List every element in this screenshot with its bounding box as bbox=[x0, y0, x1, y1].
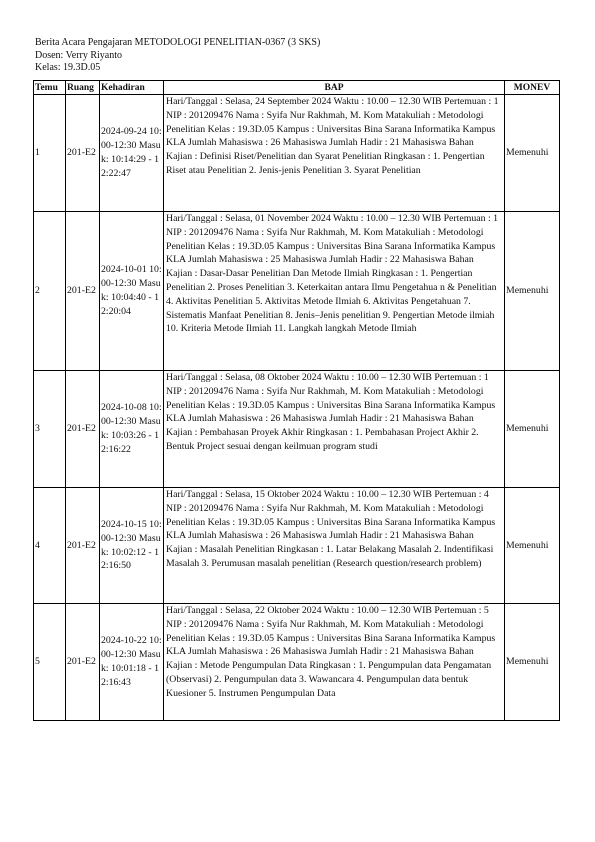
cell-bap: Hari/Tanggal : Selasa, 01 November 2024 Waktu : 10.00 – 12.30 WIB Pertemuan : 1 NIP : 201209476 Nama : Syifa Nur Rakhmah, M. Kom Matakuliah : Metodologi Penelitian Kelas : 19.3D.05 Kampus : Universitas Bina Sarana Informatika Kampus KLA Jumlah Mahasiswa : 25 Mahasiswa Jumlah Hadir : 22 Mahasiswa Bahan Kajian : Dasar-Dasar Penelitian Dan Metode Ilmiah Ringkasan : 1. Pengertian Penelitian 2. Proses Penelitian 3. Keterkaitan antara Ilmu Pengetahua n & Penelitian 4. Aktivitas Penelitian 5. Aktivitas Metode Ilmiah 6. Aktivitas Pengetahuan 7. Sistematis Manfaat Penelitian 8. Jenis–Jenis penelitian 9. Pengertian Metode ilmiah 10. Kriteria Metode Ilmiah 11. Langkah langkah Metode Ilmiah bbox=[164, 212, 505, 371]
cell-ruang: 201-E2 bbox=[66, 371, 100, 488]
table-row bbox=[34, 604, 560, 721]
teaching-report-table bbox=[33, 80, 560, 721]
column-header-kehadiran: Kehadiran bbox=[100, 81, 164, 95]
cell-ruang: 201-E2 bbox=[66, 95, 100, 212]
cell-temu: 4 bbox=[34, 488, 66, 604]
cell-bap: Hari/Tanggal : Selasa, 24 September 2024 Waktu : 10.00 – 12.30 WIB Pertemuan : 1 NIP : 201209476 Nama : Syifa Nur Rakhmah, M. Kom Matakuliah : Metodologi Penelitian Kelas : 19.3D.05 Kampus : Universitas Bina Sarana Informatika Kampus KLA Jumlah Mahasiswa : 26 Mahasiswa Jumlah Hadir : 21 Mahasiswa Bahan Kajian : Definisi Riset/Penelitian dan Syarat Penelitian Ringkasan : 1. Pengertian Riset atau Penelitian 2. Jenis-jenis Penelitian 3. Syarat Penelitian bbox=[164, 95, 505, 212]
table-row bbox=[34, 488, 560, 604]
cell-temu: 5 bbox=[34, 604, 66, 721]
cell-monev: Memenuhi bbox=[505, 604, 560, 721]
lecturer-line: Dosen: Verry Riyanto bbox=[35, 49, 123, 61]
cell-ruang: 201-E2 bbox=[66, 212, 100, 371]
cell-temu: 3 bbox=[34, 371, 66, 488]
cell-kehadiran: 2024-09-24 10:00-12:30 Masuk: 10:14:29 - 12:22:47 bbox=[100, 95, 164, 212]
class-line: Kelas: 19.3D.05 bbox=[35, 62, 101, 73]
document-header bbox=[35, 37, 320, 75]
cell-temu: 2 bbox=[34, 212, 66, 371]
cell-monev: Memenuhi bbox=[505, 212, 560, 371]
cell-kehadiran: 2024-10-08 10:00-12:30 Masuk: 10:03:26 - 12:16:22 bbox=[100, 371, 164, 488]
cell-temu: 1 bbox=[34, 95, 66, 212]
column-header-ruang: Ruang bbox=[66, 81, 100, 95]
column-header-temu: Temu bbox=[34, 81, 66, 95]
cell-monev: Memenuhi bbox=[505, 488, 560, 604]
cell-bap: Hari/Tanggal : Selasa, 08 Oktober 2024 Waktu : 10.00 – 12.30 WIB Pertemuan : 1 NIP : 201209476 Nama : Syifa Nur Rakhmah, M. Kom Matakuliah : Metodologi Penelitian Kelas : 19.3D.05 Kampus : Universitas Bina Sarana Informatika Kampus KLA Jumlah Mahasiswa : 26 Mahasiswa Jumlah Hadir : 21 Mahasiswa Bahan Kajian : Pembahasan Proyek Akhir Ringkasan : 1. Pembahasan Project Akhir 2. Bentuk Project sesuai dengan keilmuan program studi bbox=[164, 371, 505, 488]
cell-kehadiran: 2024-10-15 10:00-12:30 Masuk: 10:02:12 - 12:16:50 bbox=[100, 488, 164, 604]
cell-monev: Memenuhi bbox=[505, 371, 560, 488]
cell-kehadiran: 2024-10-22 10:00-12:30 Masuk: 10:01:18 - 12:16:43 bbox=[100, 604, 164, 721]
table-row bbox=[34, 371, 560, 488]
document-title: Berita Acara Pengajaran METODOLOGI PENELITIAN-0367 (3 SKS) bbox=[35, 37, 321, 48]
cell-ruang: 201-E2 bbox=[66, 604, 100, 721]
column-header-monev: MONEV bbox=[505, 81, 560, 95]
table-header-row bbox=[34, 81, 560, 95]
table-row bbox=[34, 212, 560, 371]
cell-ruang: 201-E2 bbox=[66, 488, 100, 604]
cell-monev: Memenuhi bbox=[505, 95, 560, 212]
cell-bap: Hari/Tanggal : Selasa, 22 Oktober 2024 Waktu : 10.00 – 12.30 WIB Pertemuan : 5 NIP : 201209476 Nama : Syifa Nur Rakhmah, M. Kom Matakuliah : Metodologi Penelitian Kelas : 19.3D.05 Kampus : Universitas Bina Sarana Informatika Kampus KLA Jumlah Mahasiswa : 26 Mahasiswa Jumlah Hadir : 21 Mahasiswa Bahan Kajian : Metode Pengumpulan Data Ringkasan : 1. Pengumpulan data Pengamatan (Observasi) 2. Pengumpulan data 3. Wawancara 4. Pengumpulan data bentuk Kuesioner 5. Instrumen Pengumpulan Data bbox=[164, 604, 505, 721]
table-row bbox=[34, 95, 560, 212]
column-header-bap: BAP bbox=[164, 81, 505, 95]
cell-kehadiran: 2024-10-01 10:00-12:30 Masuk: 10:04:40 - 12:20:04 bbox=[100, 212, 164, 371]
cell-bap: Hari/Tanggal : Selasa, 15 Oktober 2024 Waktu : 10.00 – 12.30 WIB Pertemuan : 4 NIP : 201209476 Nama : Syifa Nur Rakhmah, M. Kom Matakuliah : Metodologi Penelitian Kelas : 19.3D.05 Kampus : Universitas Bina Sarana Informatika Kampus KLA Jumlah Mahasiswa : 26 Mahasiswa Jumlah Hadir : 21 Mahasiswa Bahan Kajian : Masalah Penelitian Ringkasan : 1. Latar Belakang Masalah 2. Indentifikasi Masalah 3. Perumusan masalah penelitian (Research question/research problem) bbox=[164, 488, 505, 604]
